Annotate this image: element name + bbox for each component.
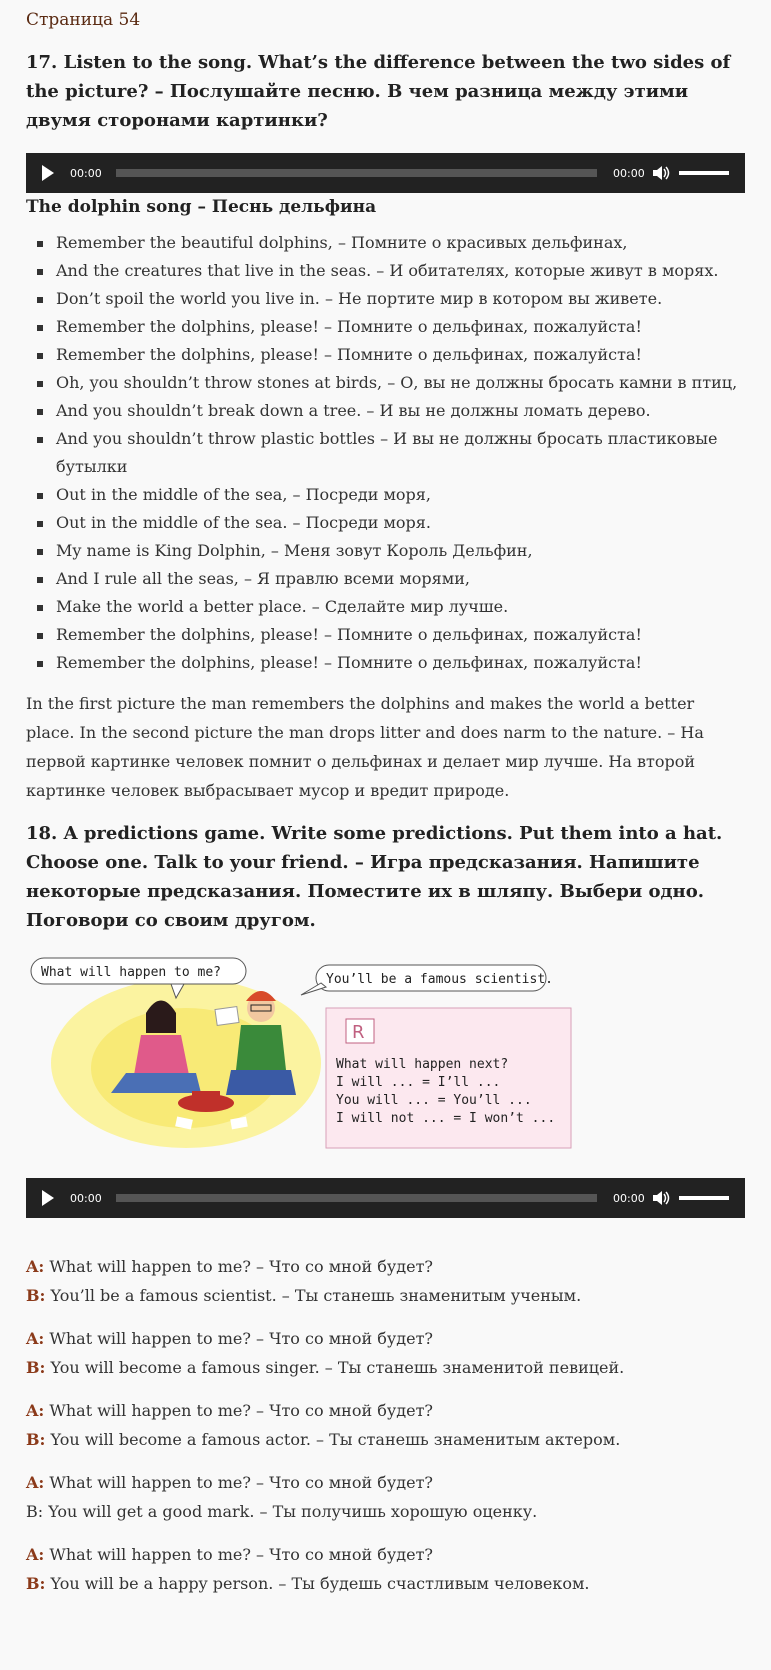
lyric-line: Remember the beautiful dolphins, – Помните о красивых дельфинах, (26, 229, 745, 257)
bubble-answer: You’ll be a famous scientist. (326, 972, 553, 987)
exercise-17-title: 17. Listen to the song. What’s the difference between the two sides of the picture? – Послушайте песню. В чем разница между этими двумя сторонами картинки? (26, 52, 731, 131)
speaker-a-label: A: (26, 1329, 45, 1348)
kids-illustration (26, 953, 586, 1158)
card-line: I will ... = I’ll ... (336, 1075, 501, 1090)
current-time: 00:00 (70, 166, 102, 180)
progress-track[interactable] (116, 169, 597, 177)
speaker-b-label: B: (26, 1430, 46, 1449)
lyric-line: Remember the dolphins, please! – Помните о дельфинах, пожалуйста! (26, 341, 745, 369)
exercise-18-title: 18. A predictions game. Write some predictions. Put them into a hat. Choose one. Talk to your friend. – Игра предсказания. Напишите некоторые предсказания. Поместите их в шляпу. Выбери одно. Поговори со своим другом. (26, 823, 723, 931)
speaker-a-label: A: (26, 1257, 45, 1276)
song-title: The dolphin song – Песнь дельфина (26, 197, 377, 217)
lyric-line: And the creatures that live in the seas. – И обитателях, которые живут в морях. (26, 257, 745, 285)
speaker-a-text: What will happen to me? – Что со мной будет? (49, 1545, 433, 1564)
speaker-a-text: What will happen to me? – Что со мной будет? (49, 1401, 433, 1420)
card-line: What will happen next? (336, 1057, 509, 1072)
speaker-a-text: What will happen to me? – Что со мной будет? (49, 1329, 433, 1348)
speaker-b-label: B: (26, 1286, 46, 1305)
speaker-b-text: You’ll be a famous scientist. – Ты станешь знаменитым ученым. (50, 1286, 582, 1305)
dialogue-block (26, 1252, 745, 1310)
play-icon[interactable] (42, 1190, 54, 1206)
bubble-question: What will happen to me? (41, 965, 222, 980)
page-number: Страница 54 (26, 10, 141, 30)
speaker-a-text: What will happen to me? – Что со мной будет? (49, 1257, 433, 1276)
speaker-b-label: B: (26, 1502, 44, 1521)
lyric-line: My name is King Dolphin, – Меня зовут Король Дельфин, (26, 537, 745, 565)
card-line: You will ... = You’ll ... (336, 1093, 532, 1108)
dialogue-block (26, 1324, 745, 1382)
duration-time: 00:00 (613, 1191, 645, 1205)
speaker-b-text: You will be a happy person. – Ты будешь счастливым человеком. (50, 1574, 590, 1593)
speaker-b-text: You will become a famous actor. – Ты станешь знаменитым актером. (50, 1430, 621, 1449)
lyric-line: Remember the dolphins, please! – Помните о дельфинах, пожалуйста! (26, 649, 745, 677)
lyric-line: Remember the dolphins, please! – Помните о дельфинах, пожалуйста! (26, 621, 745, 649)
progress-track[interactable] (116, 1194, 597, 1202)
speaker-a-label: A: (26, 1545, 45, 1564)
duration-time: 00:00 (613, 166, 645, 180)
speaker-b-label: B: (26, 1358, 46, 1377)
card-letter: R (352, 1022, 365, 1043)
card-line: I will not ... = I won’t ... (336, 1111, 556, 1126)
dialogue-block (26, 1540, 745, 1598)
lyric-line: Don’t spoil the world you live in. – Не портите мир в котором вы живете. (26, 285, 745, 313)
exercise-17-answer: In the first picture the man remembers the dolphins and makes the world a better place. In the second picture the man drops litter and does narm to the nature. – На первой картинке человек помнит о дельфинах и делает мир лучше. На второй картинке человек выбрасывает мусор и вредит природе. (26, 694, 704, 800)
speaker-b-text: You will get a good mark. – Ты получишь хорошую оценку. (48, 1502, 538, 1521)
textbook-illustration (26, 953, 745, 1158)
play-icon[interactable] (42, 165, 54, 181)
lyric-line: Out in the middle of the sea, – Посреди моря, (26, 481, 745, 509)
speaker-a-label: A: (26, 1473, 45, 1492)
speaker-b-label: B: (26, 1574, 46, 1593)
lyric-line: And I rule all the seas, – Я правлю всеми морями, (26, 565, 745, 593)
volume-slider[interactable] (679, 171, 729, 175)
lyrics-list (26, 229, 745, 677)
current-time: 00:00 (70, 1191, 102, 1205)
lyric-line: Out in the middle of the sea. – Посреди моря. (26, 509, 745, 537)
dialogues (26, 1252, 745, 1598)
lyric-line: Make the world a better place. – Сделайте мир лучше. (26, 593, 745, 621)
lyric-line: Oh, you shouldn’t throw stones at birds, – О, вы не должны бросать камни в птиц, (26, 369, 745, 397)
audio-player-1[interactable] (26, 153, 745, 193)
volume-slider[interactable] (679, 1196, 729, 1200)
volume-icon[interactable] (653, 165, 671, 181)
audio-player-2[interactable] (26, 1178, 745, 1218)
lyric-line: And you shouldn’t throw plastic bottles – И вы не должны бросать пластиковые бутылки (26, 425, 745, 481)
volume-icon[interactable] (653, 1190, 671, 1206)
lyric-line: Remember the dolphins, please! – Помните о дельфинах, пожалуйста! (26, 313, 745, 341)
speaker-b-text: You will become a famous singer. – Ты станешь знаменитой певицей. (50, 1358, 625, 1377)
lyric-line: And you shouldn’t break down a tree. – И вы не должны ломать дерево. (26, 397, 745, 425)
dialogue-block (26, 1396, 745, 1454)
dialogue-block (26, 1468, 745, 1526)
speaker-a-label: A: (26, 1401, 45, 1420)
speaker-a-text: What will happen to me? – Что со мной будет? (49, 1473, 433, 1492)
